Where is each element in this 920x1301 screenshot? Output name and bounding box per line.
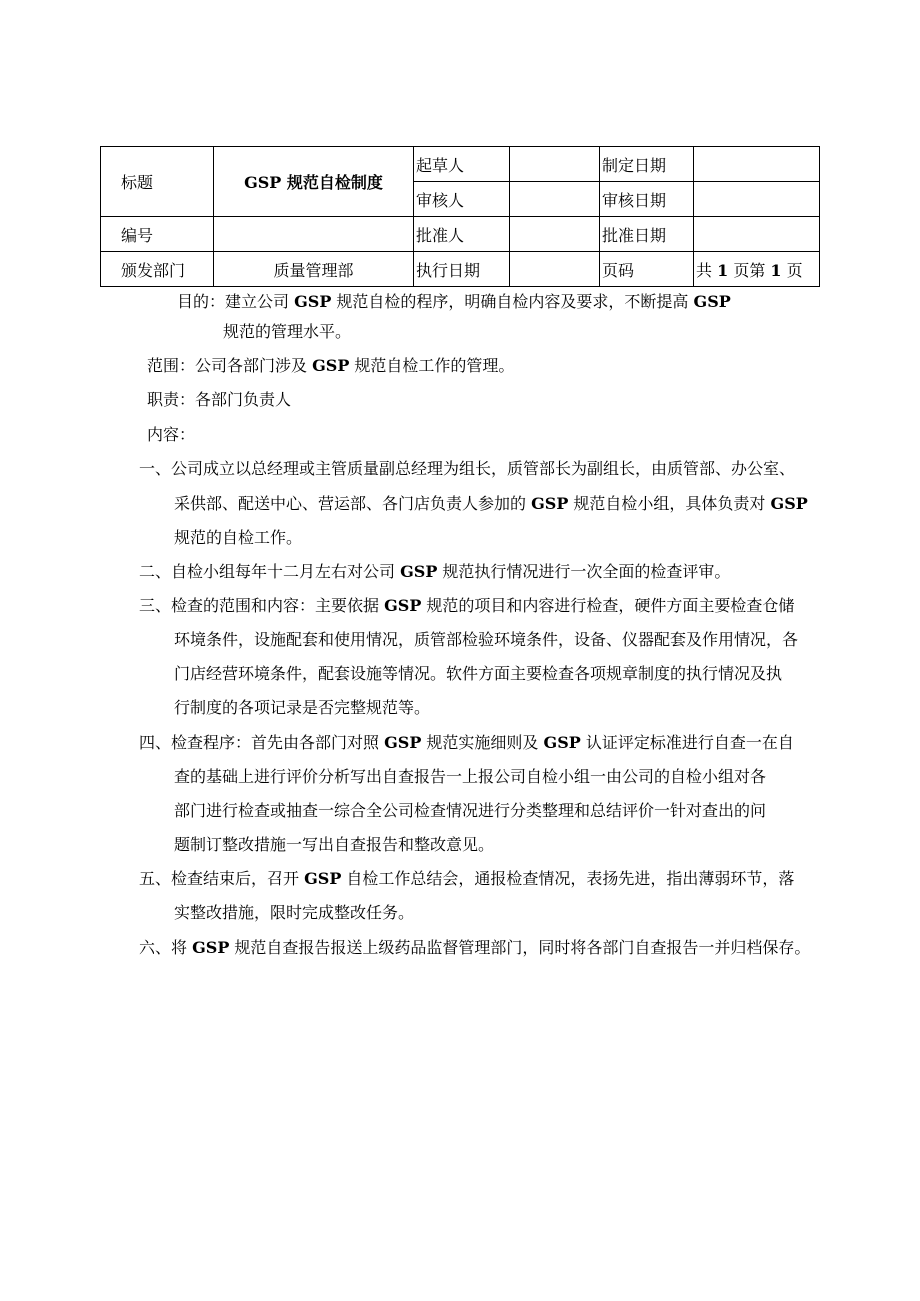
purpose-line-2: 规范的管理水平。 [223,322,352,341]
number-label: 编号 [121,225,154,245]
page-label-cell [600,252,694,287]
exec-date-value-cell [510,252,600,287]
item-4-line-4: 题制订整改措施一写出自查报告和整改意见。 [174,835,495,854]
approve-date-label-cell [600,217,694,252]
exec-date-label-cell [414,252,510,287]
approve-date-label: 批准日期 [602,225,667,245]
draft-date-value-cell [694,147,820,182]
issuing-dept-label-cell [101,252,214,287]
draft-date-label: 制定日期 [602,155,667,175]
number-value-cell [214,217,414,252]
title-value: GSP 规范自检制度 [244,173,383,192]
item-3-line-4: 行制度的各项记录是否完整规范等。 [174,698,431,717]
page-label: 页码 [602,260,635,280]
purpose-line-1: 目的：建立公司 GSP 规范自检的程序，明确自检内容及要求，不断提高 GSP [177,292,731,311]
review-date-label: 审核日期 [602,190,667,210]
issuing-dept-label: 颁发部门 [121,260,186,280]
approve-date-value-cell [694,217,820,252]
page-value: 共 1 页第 1 页 [696,260,803,280]
item-5-line-2: 实整改措施，限时完成整改任务。 [174,903,415,922]
item-4-line-2: 查的基础上进行评价分析写出自查报告一上报公司自检小组一由公司的自检小组对各 [174,767,767,786]
drafter-label-cell [414,147,510,182]
exec-date-label: 执行日期 [416,260,481,280]
item-3-line-2: 环境条件，设施配套和使用情况，质管部检验环境条件，设备、仪器配套及作用情况，各 [174,630,799,649]
item-2-line-1: 二、自检小组每年十二月左右对公司 GSP 规范执行情况进行一次全面的检查评审。 [139,562,731,581]
title-label: 标题 [121,173,154,192]
drafter-value-cell [510,147,600,182]
duty-line: 职责：各部门负责人 [147,390,292,409]
review-date-value-cell [694,182,820,217]
review-date-label-cell [600,182,694,217]
item-3-line-3: 门店经营环境条件，配套设施等情况。软件方面主要检查各项规章制度的执行情况及执 [174,664,783,683]
reviewer-label: 审核人 [416,190,465,210]
document-header-table [100,146,820,287]
item-4-line-3: 部门进行检查或抽查一综合全公司检查情况进行分类整理和总结评价一针对查出的问 [174,801,767,820]
page-value-cell [694,252,820,287]
issuing-dept-value-cell [214,252,414,287]
item-1-line-1: 一、公司成立以总经理或主管质量副总经理为组长，质管部长为副组长，由质管部、办公室、 [139,459,796,478]
drafter-label: 起草人 [416,155,465,175]
item-1-line-2: 采供部、配送中心、营运部、各门店负责人参加的 GSP 规范自检小组，具体负责对 GSP [174,494,808,513]
title-label-cell [101,147,214,217]
item-1-line-3: 规范的自检工作。 [174,528,303,547]
content-label: 内容： [147,425,196,444]
item-4-line-1: 四、检查程序：首先由各部门对照 GSP 规范实施细则及 GSP 认证评定标准进行自查一在自 [139,733,794,752]
item-3-line-1: 三、检查的范围和内容：主要依据 GSP 规范的项目和内容进行检查，硬件方面主要检查仓储 [139,596,795,615]
reviewer-label-cell [414,182,510,217]
item-6-line-1: 六、将 GSP 规范自查报告报送上级药品监督管理部门，同时将各部门自查报告一并归档保存。 [139,938,811,957]
issuing-dept-value: 质量管理部 [273,260,354,280]
draft-date-label-cell [600,147,694,182]
scope-line: 范围：公司各部门涉及 GSP 规范自检工作的管理。 [147,356,515,375]
approver-label: 批准人 [416,225,465,245]
approver-label-cell [414,217,510,252]
approver-value-cell [510,217,600,252]
number-label-cell [101,217,214,252]
title-value-cell [214,147,414,217]
item-5-line-1: 五、检查结束后，召开 GSP 自检工作总结会，通报检查情况，表扬先进，指出薄弱环节，落 [139,869,795,888]
reviewer-value-cell [510,182,600,217]
